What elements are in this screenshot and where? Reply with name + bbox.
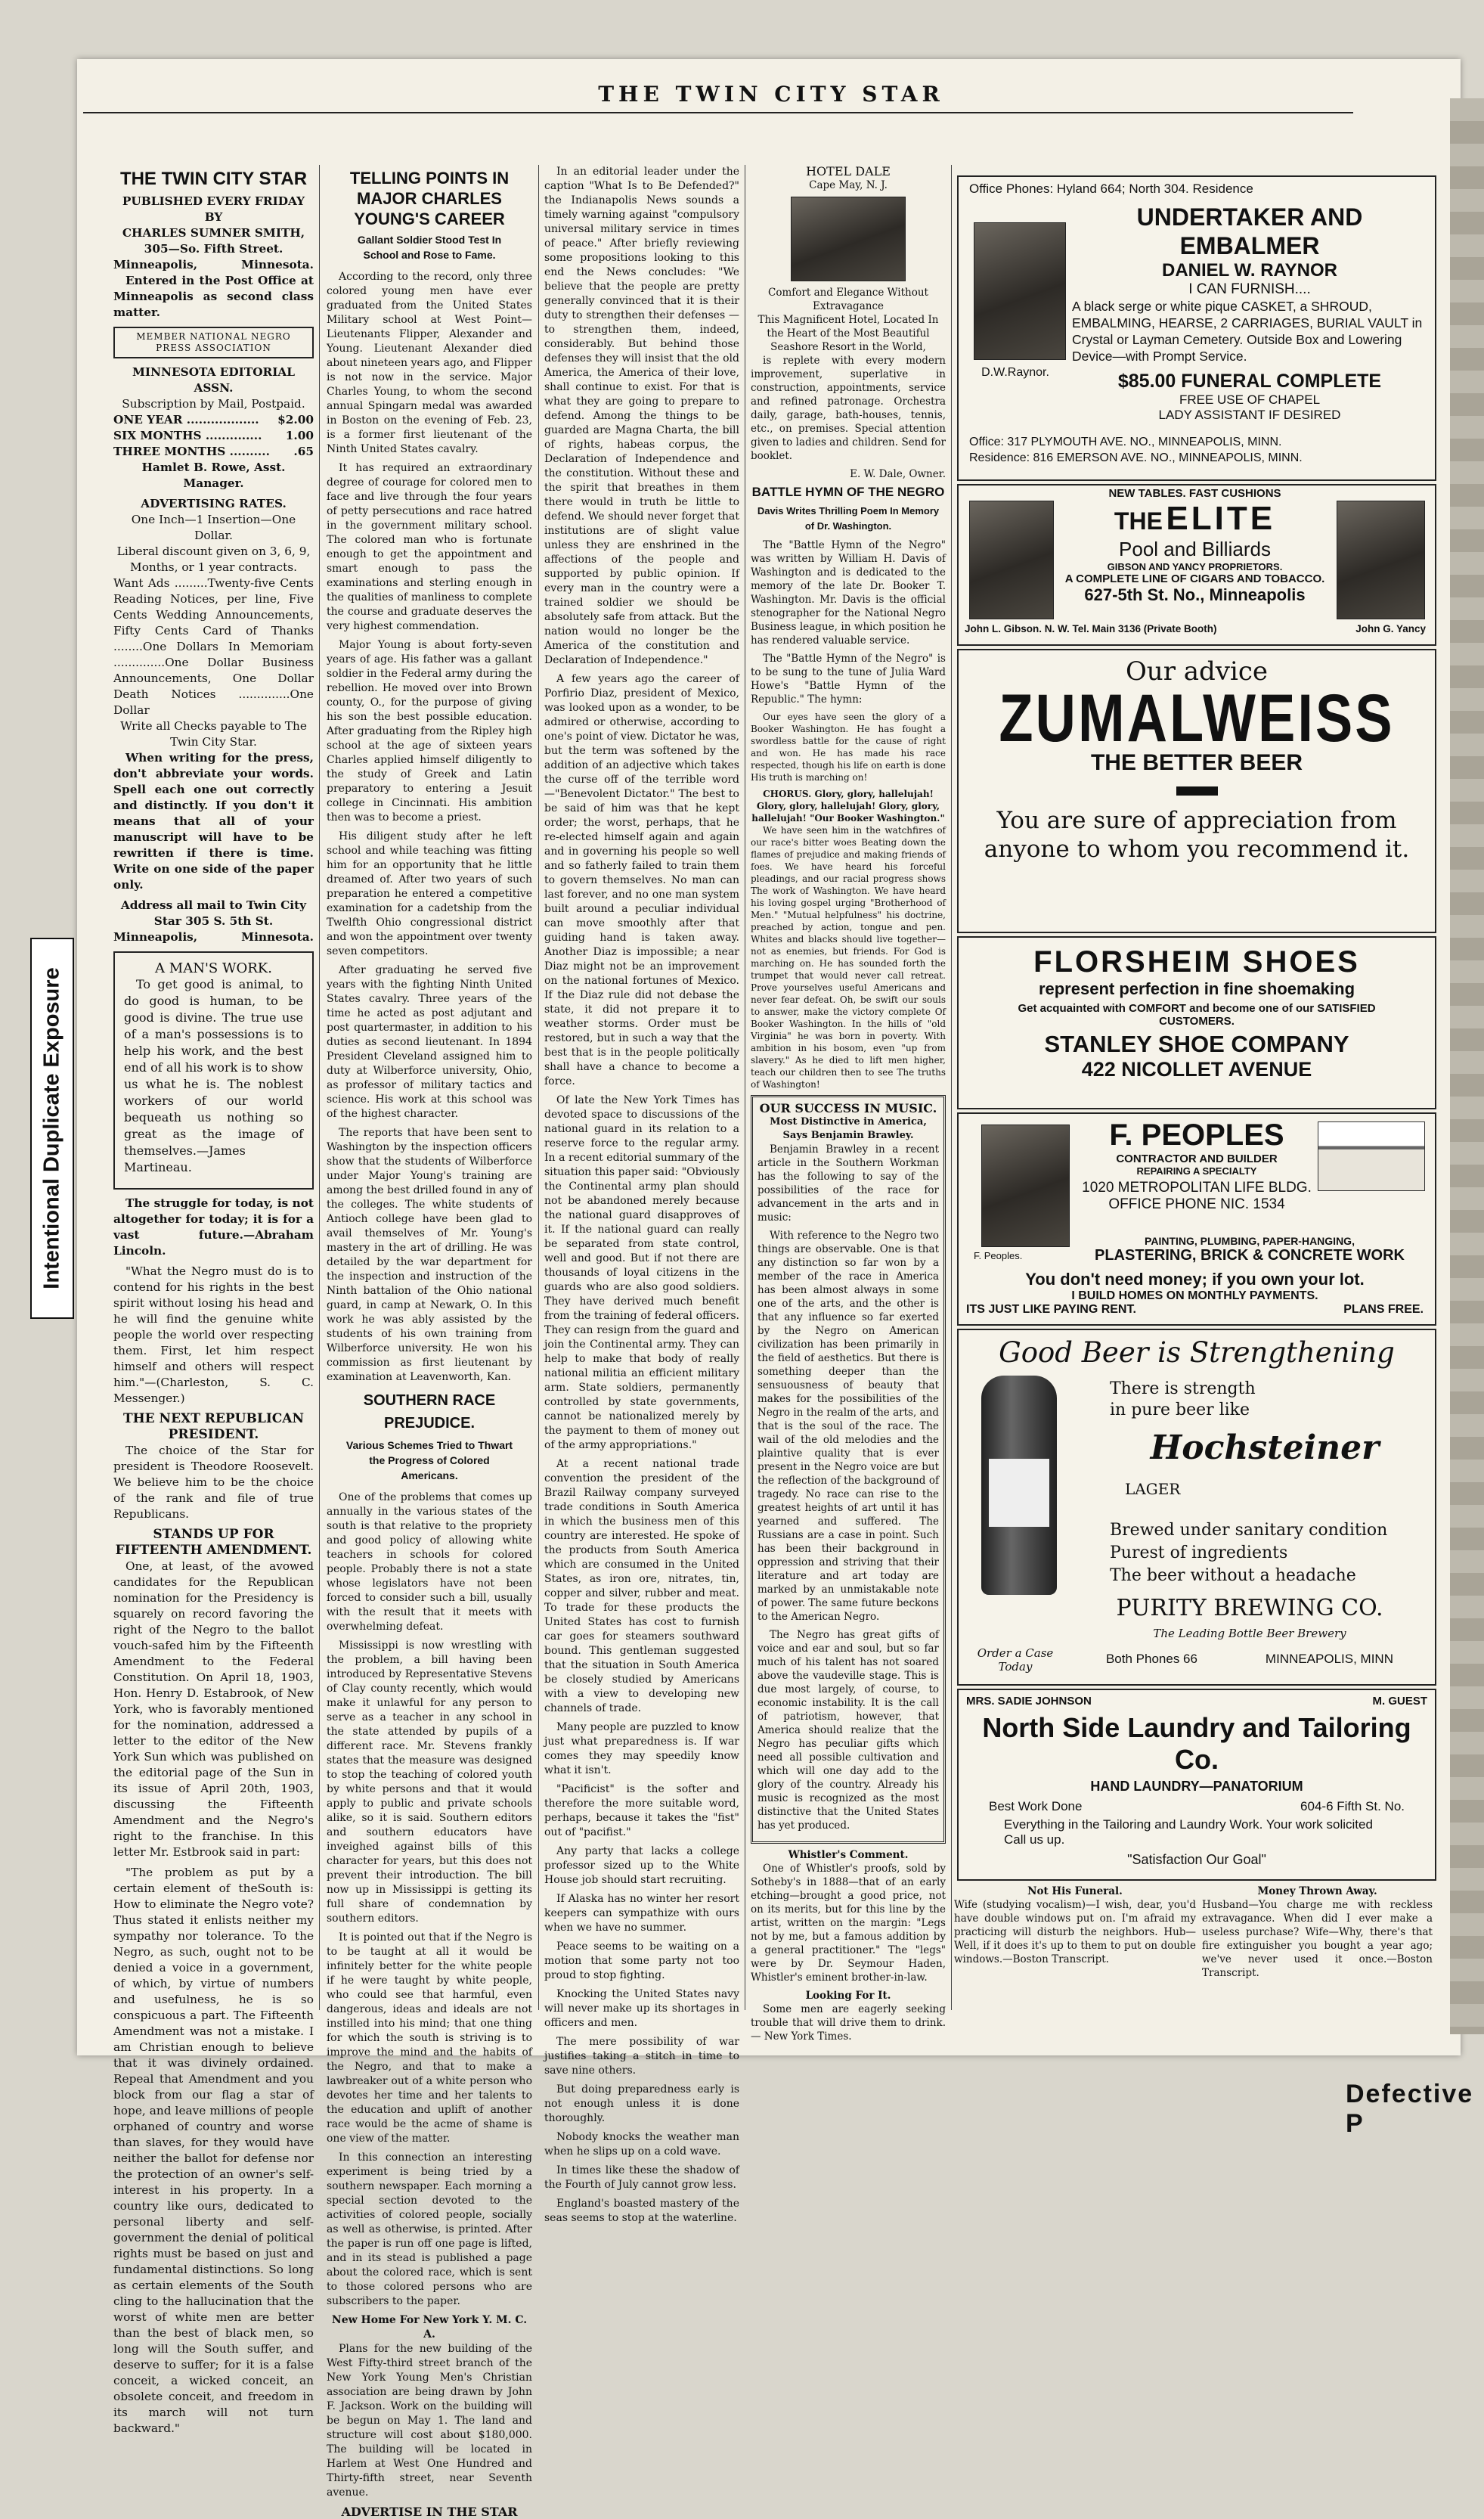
young-p3: Major Young is about forty-seven years of age. His father was a gallant soldier in the Federal army during the rebellion. He moved over into Brown county, O., for the purpose of giving his son the best possible education. After graduating from the Ripley high school at the age of sixteen years Charles applied himself diligently to the study of Greek and Latin preparatory to entering a Jesuit college in Cincinnati. His ambition then was to become a priest. — [327, 639, 532, 824]
beer-line: Brewed under sanitary condition — [1110, 1521, 1388, 1540]
looking-head: Looking For It. — [805, 1990, 891, 2002]
raynor-name: DANIEL W. RAYNOR — [1161, 260, 1338, 281]
checks-note: Write all Checks payable to The Twin City Star. — [120, 719, 307, 749]
laundry-left: MRS. SADIE JOHNSON — [966, 1695, 1092, 1708]
stands-text-2: "The problem as put by a certain element of theSouth is: How to eliminate the Negro vote? Thus stated it enlists neither my sympathy nor tolerance. To the Negro, as such, ought not to be denied a voice in a government, of which, by virtue of numbers and usefulness, he is so conspicuous a part. The Fifteenth Amendment was not a mistake. I am Christian enough to believe that it was divinely ordained. Repeal that Amendment and you block from our flag a star of hope, and leave millions of people orphaned of country and worse than slaves, for they would have neither the ballot for defense nor the protection of an owner's self-interest in his property. In a country like ours, dedicated to personal liberty and self-government the denial of political rights must be based on just and fundamental distinctions. So long as certain elements of the South cling to the hallucination that the worst of white men are better than the best of black men, so long will the South suffer, and deserve to suffer; for it is a false conceit, a wicked conceit, an obsolete conceit, and freedom in its march will not turn backward." — [113, 1866, 314, 2435]
elite-cigars: A COMPLETE LINE OF CIGARS AND TOBACCO. — [1064, 572, 1325, 585]
city: Minneapolis, — [113, 930, 198, 944]
prejudice-p2: Mississippi is now wrestling with the problem, a bill having been introduced by Representative Stevens of Clay county recently, which would make it unlawful for any person to serve as a teacher in any school in the state attended by pupils of a different race. Mr. Stevens frankly states that the measure was designed to stop the teaching of colored youth by white persons and that it would apply to public and private schools alike, so it is said. Southern editors and southern educators have inveighed against bills of this character for years, but this does not prevent their introduction. The bill now up in Mississippi is getting its full share of condemnation by southern editors. — [327, 1640, 532, 1925]
peoples-plans: PLANS FREE. — [1343, 1303, 1424, 1316]
editorial-p12: But doing preparedness early is not enough unless it is done thoroughly. — [544, 2083, 739, 2124]
raynor-residence: Residence: 816 EMERSON AVE. NO., MINNEAPOLIS, MINN. — [969, 451, 1303, 464]
florsheim-address: 422 NICOLLET AVENUE — [1081, 1058, 1312, 1081]
negro-quote: "What the Negro must do is to contend for his rights in the best spirit without losing his head and he will find the genuine white people the world over respecting them. First, let him respect himself and others will respect him."—(Charleston, S. C. Messenger.) — [113, 1264, 314, 1405]
laundry-ad — [957, 1689, 1436, 1881]
florsheim-ad — [957, 936, 1436, 1109]
editorial-p2: A few years ago the career of Porfirio Diaz, president of Mexico, was looked upon as a wonder, to be admired or otherwise, according to one's point of view. Dictator he was, but the term was softened by the addition of an adjective which takes the curse off of the terrible word—"Benevolent Dictator." The best to be said of him was that he kept order; the worst, perhaps, that he re-elected himself again and again and in governing his people so well and so fatherly failed to train them to govern themselves. No man can last forever, and no one man system built around a peculiar individual can move smoothly after that guiding hand is taken away. Another Diaz is impossible; a near Diaz might not be an improvement on the national fortunes of Mexico. If the Diaz rule did not debase the state, it did not prepare it to weather storms. Order must be restored, but in such a way that the best that is in the people politically shall have a chance to become a force. — [544, 673, 739, 1087]
young-p1: According to the record, only three colored young men have ever graduated from the United States Military school at West Point—Lieutenants Flipper, Alexander and Young. Lieutenant Alexander died about nineteen years ago, and Flipper is not now in the service. Major Charles Young, to whom the second annual Spingarn medal was awarded in Boston on the evening of Feb. 23, is a former first lieutenant of the Ninth United States cavalry. — [327, 271, 532, 455]
zumal-better: THE BETTER BEER — [1090, 750, 1303, 775]
editorial-p6: "Pacificist" is the softer and therefore the more suitable word, perhaps, because it takes the "fist" out of "pacifist." — [544, 1783, 739, 1838]
exposure-label: Intentional Duplicate Exposure — [39, 967, 64, 1289]
stands-text: One, at least, of the avowed candidates for the Republican nomination for the Presidency is squarely on record favoring the right of the Negro to the ballot vouch-safed him by the Fifteenth Amendment to the Federal Constitution. On April 18, 1903, Hon. Henry D. Estabrook, of New York, who is favorably mentioned for the nomination, addressed a letter to the editor of the New York Sun which was published on the editorial page of the Sun in its issue of April 20th, 1903, discussing the Fifteenth Amendment and the Negro's right to the franchise. In this letter Mr. Estbrook said in part: — [113, 1559, 314, 1859]
street-address: 305—So. Fifth Street. — [144, 242, 283, 256]
editorial-p8: If Alaska has no winter her resort keepers can sympathize with ours when we have no summer. — [544, 1893, 739, 1934]
laundry-name: North Side Laundry and Tailoring Co. — [982, 1712, 1411, 1775]
beer-there: There is strength in pure beer like — [1110, 1379, 1256, 1419]
gibson-portrait — [969, 501, 1054, 619]
elite-footer: John L. Gibson. N. W. Tel. Main 3136 (Private Booth) — [965, 623, 1217, 634]
prejudice-subhead: Various Schemes Tried to Thwart the Progress of Colored Americans. — [345, 1439, 513, 1481]
defective-stamp: Defective P — [1346, 2080, 1474, 2138]
editorial-p3: Of late the New York Times has devoted space to discussions of the national guard in its relation to a reserve force to the regular army. In a recent editorial summary of the situation this paper said: "Obviously the Continental army plan should not be abandoned merely because the national guard disapproves of it. If the national guard can really be separated from state control, well and good. But if not there are thousands of loyal citizens in the guards who are also good soldiers. They have derived much benefit from the training of federal officers. They can resign from the guard and join the Continental army. They can help to make that body of really national militia an efficient military arm. State soldiers, permanently controlled by state governments, cannot be nationalized merely by the payment to them of money out of the army appropriations." — [544, 1094, 739, 1451]
laundry-motto: "Satisfaction Our Goal" — [1127, 1852, 1266, 1867]
peoples-repair: REPAIRING A SPECIALTY — [1136, 1165, 1257, 1177]
beer-bottle — [981, 1376, 1057, 1595]
raynor-caption: D.W.Raynor. — [981, 366, 1049, 379]
funeral-head: Not His Funeral. — [1027, 1885, 1123, 1897]
elite-props: GIBSON AND YANCY PROPRIETORS. — [1107, 561, 1283, 572]
advertising-head: ADVERTISING RATES. — [141, 497, 287, 510]
elite-footer-2: John G. Yancy — [1355, 623, 1426, 634]
editorial-p13: Nobody knocks the weather man when he slips up on a cold wave. — [544, 2131, 739, 2158]
prejudice-p4: In this connection an interesting experiment is being tried by a southern newspaper. Each morning a special section devoted to the activities of colored people, socially as well as otherwise, is printed. After the paper is run off one page is lifted, and in its stead is published a page about the colored race, which is sent to those colored persons who are subscribers to the paper. — [327, 2151, 532, 2307]
elite-address: 627-5th St. No., Minneapolis — [1084, 585, 1306, 604]
elite-the: THE — [1114, 507, 1163, 535]
bottle-label — [989, 1459, 1049, 1527]
mail-address: Address all mail to Twin City Star 305 S. 5th St. — [120, 898, 307, 928]
editorial-p7: Any party that lacks a college professor sized up to the White House job should start recruiting. — [544, 1845, 739, 1886]
rate-term: THREE MONTHS .......... — [113, 445, 270, 458]
peoples-paint: PAINTING, PLUMBING, PAPER-HANGING, — [1145, 1235, 1355, 1247]
raynor-title: UNDERTAKER AND EMBALMER — [1136, 203, 1363, 259]
ymca-head: New Home For New York Y. M. C. A. — [331, 2314, 528, 2341]
rate-row — [113, 412, 314, 428]
beer-lines — [1110, 1519, 1427, 1587]
elite-name: ELITE — [1166, 500, 1276, 537]
funeral-body: Wife (studying vocalism)—I wish, dear, you'd have double windows put on. I'm afraid my practicing will disturb the neighbors. Hub—Well, if it does it's up to them to put on double windows.—Boston Transcript. — [954, 1899, 1196, 1965]
rate-term: SIX MONTHS .............. — [113, 429, 262, 442]
battle-p2: The "Battle Hymn of the Negro" is to be sung to the tune of Julia Ward Howe's "Battle Hymn of the Republic." The hymn: — [751, 653, 946, 706]
adv-one: One Inch—1 Insertion—One Dollar. — [131, 513, 296, 542]
house-drawing — [1318, 1121, 1425, 1191]
peoples-portrait — [981, 1125, 1070, 1247]
hotel-location: Cape May, N. J. — [809, 179, 888, 191]
battle-head: BATTLE HYMN OF THE NEGRO — [751, 485, 945, 499]
column-2 — [327, 165, 532, 2519]
peoples-plaster: PLASTERING, BRICK & CONCRETE WORK — [1095, 1247, 1405, 1264]
next-rep-text: The choice of the Star for president is Theodore Roosevelt. We believe him to be the choice of the rank and file of true Republicans. — [113, 1444, 314, 1521]
state: Minnesota. — [241, 258, 314, 271]
laundry-best: Best Work Done — [989, 1799, 1083, 1813]
entered-note: Entered in the Post Office at Minneapolis as second class matter. — [113, 274, 314, 319]
peoples-rent: ITS JUST LIKE PAYING RENT. — [966, 1303, 1136, 1316]
masthead: THE TWIN CITY STAR — [598, 82, 944, 107]
beer-city: MINNEAPOLIS, MINN — [1265, 1652, 1393, 1666]
rate-row — [113, 444, 314, 460]
beer-line: The beer without a headache — [1110, 1566, 1356, 1585]
state: Minnesota. — [241, 930, 314, 944]
raynor-body: A black serge or white pique CASKET, a SHROUD, EMBALMING, HEARSE, 2 CARRIAGES, BURIAL VAULT in Crystal or Layman Cemetery. Outside Box and Lowering Device—with Prompt Service. — [1072, 299, 1423, 364]
money-head: Money Thrown Away. — [1257, 1885, 1377, 1897]
hotel-photo — [791, 197, 906, 281]
elite-tables: NEW TABLES. FAST CUSHIONS — [1108, 487, 1281, 500]
hotel-owner: E. W. Dale, Owner. — [850, 468, 946, 480]
editorial-p4: At a recent national trade convention the president of the Brazil Railway company surveyed trade conditions in South America in which the business men of this country are interested. He spoke of the products from South America which are consumed in the United States, as iron ore, nitrates, tin, copper and silver, rubber and meat. To trade for these products the United States has cost to furnish car goes for steamers southward bound. This gentleman suggested that the situation in South America be closely studied by Americans with a view to developing new channels of trade. — [544, 1458, 739, 1714]
ymca-text: Plans for the new building of the West Fifty-third street branch of the New York Young Men's Christian association are being drawn by John F. Jackson. Work on the building will be begun on May 1. The land and structure will cost about $180,000. The building will be located in Harlem at West One Hundred and Thirty-fifth street, near Seventh avenue. — [327, 2343, 532, 2499]
battle-p1: The "Battle Hymn of the Negro" was written by William H. Davis of Washington and is dedicated to the memory of the late Dr. Booker T. Washington. Mr. Davis is the official stenographer for the National Negro Business league, in which position he has rendered valuable service. — [751, 539, 946, 647]
raynor-office: Office: 317 PLYMOUTH AVE. NO., MINNEAPOLIS, MINN. — [969, 436, 1282, 448]
funeral-item — [954, 1885, 1196, 1966]
rate-price: $2.00 — [277, 413, 314, 427]
beer-lager: LAGER — [1125, 1480, 1181, 1498]
member-box: MEMBER NATIONAL NEGRO PRESS ASSOCIATION — [113, 327, 314, 358]
elite-ad — [957, 484, 1436, 646]
zumalweiss-ad — [957, 649, 1436, 933]
hymn-verse: Our eyes have seen the glory of a Booker Washington. He has fought a swordless battle for the cause of right and won. He has made his race respected, though his life on earth is done His truth is marching on! — [751, 712, 946, 783]
laundry-hand: HAND LAUNDRY—PANATORIUM — [1090, 1779, 1303, 1794]
hotel-caption: Comfort and Elegance Without Extravagance — [768, 287, 928, 312]
column-4 — [751, 164, 946, 2043]
young-subhead: Gallant Soldier Stood Test In School and Rose to Fame. — [357, 234, 502, 261]
laundry-every: Everything in the Tailoring and Laundry Work. Your work solicited Call us up. — [1004, 1817, 1373, 1847]
subscription-label: Subscription by Mail, Postpaid. — [122, 397, 305, 411]
young-headline: TELLING POINTS IN MAJOR CHARLES YOUNG'S CAREER — [349, 169, 510, 228]
advertise-footer: ADVERTISE IN THE STAR — [341, 2505, 518, 2519]
published-line: PUBLISHED EVERY FRIDAY BY — [122, 194, 305, 224]
masthead-rule — [83, 112, 1353, 113]
laundry-right: M. GUEST — [1372, 1695, 1427, 1708]
writing-note: When writing for the press, don't abbreviate your words. Spell each one out correctly and distinctly. If you don't it means that all of your manuscript will have to be rewritten if there is time. Write on one side of the paper only. — [113, 751, 314, 892]
column-1 — [113, 165, 314, 2435]
editorial-p15: England's boasted mastery of the seas seems to stop at the waterline. — [544, 2198, 739, 2224]
peoples-money: You don't need money; if you own your lot. — [1025, 1270, 1365, 1289]
editorial-p11: The mere possibility of war justifies taking a stitch in time to save nine others. — [544, 2036, 739, 2077]
music-p1: Benjamin Brawley in a recent article in the Southern Workman has the following to say of the possibilities of the race for advancement in the arts and in music: — [757, 1143, 939, 1224]
editorial-p1: In an editorial leader under the caption "What Is to Be Defended?" the Indianapolis News sounds a timely warning against "compulsory universal military service in times of peace." After briefly reviewing some propositions looking to this end the News concludes: "We believe that the people are pretty generally convinced that it is their duty to strengthen their defenses —to strengthen them, indeed, considerably. But behind those defenses they will insist that the old America, the America of their love, shall continue to exist. For that is what they are going to prepare to defend. Among the things to be guarded are Magna Charta, the bill of rights, habeas corpus, the Declaration of Independence and the constitution. Without these and the spirit that breathes in them there would in truth be little to defend. We should never forget that institutions are of slight value unless they are enshrined in the affections of the people and supported by public opinion. If every man in the country were a trained soldier we should be absolutely safe from attack. But the nation would no longer be the America of the constitution and Declaration of Independence." — [544, 166, 739, 666]
florsheim-company: STANLEY SHOE COMPANY — [1044, 1031, 1349, 1057]
whistler-text: One of Whistler's proofs, sold by Sotheby's in 1888—that of an early etching—brought a good price, not on its merits, but for this line by the artist, written on the margin: "Legs not by me, but a famous addition by a general practitioner." The "legs" were by Dr. Seymour Haden, Whistler's eminent brother-in-law. — [751, 1863, 946, 1984]
adv-discount: Liberal discount given on 3, 6, 9, Months, or 1 year contracts. — [116, 544, 311, 574]
stands-head: STANDS UP FOR FIFTEENTH AMENDMENT. — [115, 1527, 312, 1558]
zumal-sure: You are sure of appreciation from anyone to whom you recommend it. — [984, 807, 1410, 863]
music-p2: With reference to the Negro two things are observable. One is that any distinction so far won by a member of the race in America has been almost always in some one of the arts, and the other is that any influence so far exerted by the Negro on American civilization has been primarily in the field of aesthetics. But there is something deeper than the sensuousness of beauty that makes for the possibilities of the Negro in the realm of the arts, and that is the soul of the race. The wail of the old melodies and the plaintive quality that is ever present in the Negro voice are but the reflection of the background of tragedy. No race can rise to the greatest heights of art until it has yearned and suffered. The Russians are a case in point. Such has been their background in oppression and striving that their literature and art today are marked by an unmistakable note of power. The same future beckons to the American Negro. — [757, 1230, 939, 1623]
beer-ad — [957, 1329, 1436, 1686]
beer-brand: Hochsteiner — [1150, 1429, 1380, 1467]
editorial-p10: Knocking the United States navy will never make up its shortages in officers and men. — [544, 1988, 739, 2029]
exposure-stamp — [30, 938, 74, 1319]
peoples-homes: I BUILD HOMES ON MONTHLY PAYMENTS. — [1071, 1289, 1318, 1302]
editorial-p14: In times like these the shadow of the Fourth of July cannot grow less. — [544, 2164, 739, 2191]
elite-pool: Pool and Billiards — [1119, 538, 1271, 560]
assn: MINNESOTA EDITORIAL ASSN. — [132, 365, 296, 395]
raynor-phones: Office Phones: Hyland 664; North 304. Residence — [969, 181, 1253, 196]
paper-title: THE TWIN CITY STAR — [119, 169, 308, 189]
peoples-phone: OFFICE PHONE NIC. 1534 — [1108, 1196, 1285, 1212]
raynor-portrait — [974, 222, 1066, 360]
beer-order: Order a Case Today — [977, 1646, 1054, 1674]
peoples-bldg: 1020 METROPOLITAN LIFE BLDG. — [1082, 1180, 1312, 1196]
raynor-lady: LADY ASSISTANT IF DESIRED — [1158, 408, 1341, 422]
looking-text: Some men are eagerly seeking trouble that will drive them to drink.— New York Times. — [751, 2003, 946, 2043]
florsheim-acq: Get acquainted with COMFORT and become one of our SATISFIED CUSTOMERS. — [1018, 1002, 1376, 1028]
beer-phones: Both Phones 66 — [1105, 1652, 1197, 1666]
lincoln-quote: The struggle for today, is not altogether for today; it is for a vast future.—Abraham Lincoln. — [113, 1196, 314, 1258]
florsheim-tag: represent perfection in fine shoemaking — [1038, 979, 1355, 998]
editorial-p9: Peace seems to be waiting on a motion that some party not too proud to stop fighting. — [544, 1940, 739, 1981]
zumal-name: ZUMALWEISS — [999, 680, 1395, 756]
music-sub: Most Distinctive in America, Says Benjamin Brawley. — [770, 1116, 927, 1141]
hymn-chorus: CHORUS. Glory, glory, hallelujah! Glory, glory, hallelujah! Glory, glory, hallelujah! "Our Booker Washington." — [751, 789, 945, 824]
prejudice-p1: One of the problems that comes up annually in the various states of the south is that relative to the propriety and good policy of allowing white teachers in schools for colored people. Probably there is not a state whose legislators have not been forced to consider such a bill, usually with the result that it meets with overwhelming defeat. — [327, 1491, 532, 1633]
mans-work-text: To get good is animal, to do good is human, to be good is divine. The true use of a man's possessions is to help his work, and the best end of all his work is to show us what he is. The noblest workers of our world bequeath us nothing so great as the image of themselves.—James Martineau. — [124, 977, 303, 1174]
raynor-price: $85.00 FUNERAL COMPLETE — [1117, 371, 1382, 392]
yancy-portrait — [1337, 501, 1425, 619]
hotel-body: is replete with every modern improvement, superlative in construction, appointments, service and refined patronage. Orchestra daily, garage, bath-houses, tennis, etc., on premises. Special attention given to ladies and children. Send for booklet. — [751, 355, 946, 462]
beer-head: Good Beer is Strengthening — [999, 1336, 1395, 1369]
publisher: CHARLES SUMNER SMITH, — [122, 226, 305, 240]
peoples-caption: F. Peoples. — [974, 1250, 1023, 1261]
young-p5: After graduating he served five years with the fighting Ninth United States cavalry. Three years of the time he acted as post adjutant and post quartermaster, in addition to his duties as second lieutenant. In 1894 President Cleveland assigned him to duty at Wilberforce university, Ohio, as professor of military tactics and science. His work at this school was of the highest character. — [327, 964, 532, 1120]
young-p6: The reports that have been sent to Washington by the inspection officers show that the students of Wilberforce under Major Young's training are among the best drilled found in any of the colleges. The white students of Antioch college have been glad to avail themselves of Mr. Young's mastery in the art of drilling. He was detailed by the war department for the inspection and instruction of the Ninth battalion of the Ohio national guard, in camp at Newark, O. In this work he was ably assisted by the students of his own training from Wilberforce university. He won his commission as first lieutenant by examination at Leavenworth, Kan. — [327, 1127, 532, 1383]
peoples-ad — [957, 1112, 1436, 1326]
music-head: OUR SUCCESS IN MUSIC. — [759, 1101, 937, 1115]
laundry-address: 604-6 Fifth St. No. — [1300, 1799, 1405, 1813]
money-body: Husband—You charge me with reckless extravagance. When did I ever make a useless purchase? Wife—Why, there's that fire extinguisher you bought a year ago; we've never used it once.—Boston Transcript. — [1202, 1899, 1433, 1979]
hymn-verses: We have seen him in the watchfires of our race's bitter woes Beating down the flames of prejudice and making friends of foes. We have heard his forceful pleadings, and our racial progress shows The work of Washington. We have heard his loving gospel urging "Brotherhood of Men." "Mutual helpfulness" his doctrine, preached by action, tongue and pen. Whites and blacks should live together— not as enemies, but friends. For God is marching on. He has sounded forth the trumpet that would never call retreat. Prove yourselves useful Americans and never fear defeat. Oh, be swift our souls to answer, make the victory complete Of Booker Washington. In the hills of "old Virginia" he was born in poverty. With ambition in his bosom, even "up from slavery." As he died to lift men higher, teach our children then to see The truths of Washington! — [751, 825, 946, 1090]
raynor-chapel: FREE USE OF CHAPEL — [1179, 392, 1321, 407]
rate-term: ONE YEAR .................. — [113, 413, 259, 427]
rate-price: .65 — [293, 445, 314, 458]
column-divider — [538, 165, 539, 2010]
battle-sub: Davis Writes Thrilling Poem In Memory of Dr. Washington. — [757, 505, 940, 532]
zumal-advice: Our advice — [1125, 656, 1269, 687]
money-item — [1202, 1885, 1433, 1980]
next-rep-head: THE NEXT REPUBLICAN PRESIDENT. — [122, 1411, 305, 1442]
whistler-head: Whistler's Comment. — [788, 1849, 909, 1861]
young-p2: It has required an extraordinary degree of courage for colored men to face and live through the four years of petty persecutions and race hatred in the government military school. The colored man who is fortunate enough to get the appointment and smart enough to pass the examinations and sterling enough in the qualities of manliness to complete the course and graduate deserves the very highest commendation. — [327, 462, 532, 632]
beer-company: PURITY BREWING CO. — [1116, 1595, 1383, 1621]
city: Minneapolis, — [113, 258, 198, 271]
zumal-bar — [1176, 786, 1218, 796]
next-page-edge — [1450, 98, 1484, 2034]
column-3 — [544, 165, 739, 2224]
young-p4: His diligent study after he left school and while teaching was fitting him for an opportunity that he little dreamed of. After two years of such preparation he entered a competitive examination for a cadetship from the Twelfth Ohio congressional district and won the appointment over twenty seven competitors. — [327, 830, 532, 957]
raynor-furnish: I CAN FURNISH.... — [1188, 281, 1311, 297]
music-p3: The Negro has great gifts of voice and ear and soul, but so far much of his talent has not soared above the vaudeville stage. This is due most largely, of course, to economic instability. It is the call of patriotism, however, that America should realize that the Negro has peculiar gifts which need all possible cultivation and which will one day add to the glory of the country. Already his music is recognized as the most distinctive that the United States has yet produced. — [757, 1629, 939, 1832]
rate-row — [113, 428, 314, 444]
rates-table — [113, 412, 314, 460]
column-divider — [951, 165, 952, 2010]
prejudice-p3: It is pointed out that if the Negro is to be taught at all it would be infinitely better for the white people if he were taught by white people, who could see that harmful, even dangerous, ideas and ideals are not instilled into his mind; that one thing for which the south is striving is to improve the mind and the habits of the Negro, and that to make a lawbreaker out of a white person who devotes her time and her talents to the education and uplift of another race would be the acme of shame is one view of the matter. — [327, 1931, 532, 2145]
peoples-trade: CONTRACTOR AND BUILDER — [1116, 1152, 1278, 1165]
manager: Hamlet B. Rowe, Asst. Manager. — [141, 461, 286, 490]
prejudice-headline: SOUTHERN RACE PREJUDICE. — [363, 1392, 496, 1432]
hotel-bold: This Magnificent Hotel, Located In the Heart of the Most Beautiful Seashore Resort in the World, — [757, 314, 939, 353]
peoples-name: F. PEOPLES — [1109, 1118, 1284, 1152]
column-divider — [319, 165, 320, 2010]
beer-line: Purest of ingredients — [1110, 1543, 1288, 1562]
mans-work-head: A MAN'S WORK. — [155, 960, 272, 976]
editorial-p5: Many people are puzzled to know just what preparedness is. If war comes they may speedily know what it isn't. — [544, 1721, 739, 1776]
rate-price: 1.00 — [285, 429, 314, 442]
beer-leading: The Leading Bottle Beer Brewery — [1153, 1627, 1346, 1640]
adv-rates: Want Ads .........Twenty-five Cents Reading Notices, per line, Five Cents Wedding Announcements, Fifty Cents Card of Thanks ........One Dollars In Memoriam ..............One Dollar Business Announcements, One Dollar Death Notices ..............One Dollar — [113, 576, 314, 717]
raynor-ad — [957, 175, 1436, 481]
florsheim-name: FLORSHEIM SHOES — [1033, 945, 1360, 979]
hotel-head: HOTEL DALE — [806, 164, 891, 178]
